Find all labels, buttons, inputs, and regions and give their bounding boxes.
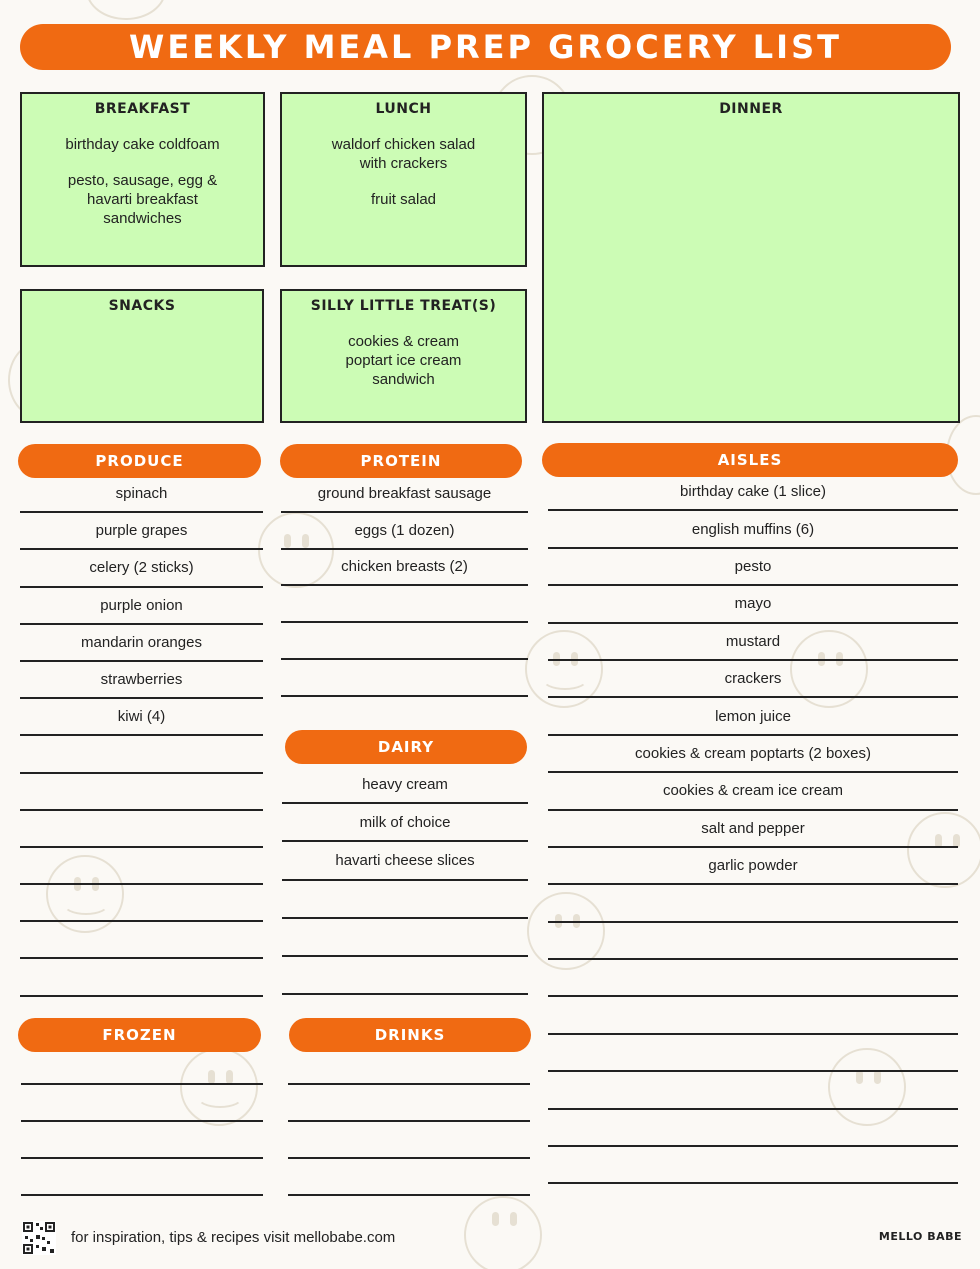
dairy-list-item: heavy cream bbox=[282, 766, 528, 804]
snacks-box bbox=[20, 289, 264, 423]
qr-code-icon bbox=[22, 1221, 56, 1255]
aisles-list-item bbox=[548, 997, 958, 1034]
aisles-list-item bbox=[548, 885, 958, 922]
breakfast-box bbox=[20, 92, 265, 267]
drinks-list-item bbox=[288, 1085, 530, 1122]
smiley-decoration bbox=[86, 0, 166, 20]
lunch-item: fruit salad bbox=[370, 191, 437, 208]
protein-list-item bbox=[281, 623, 528, 660]
lunch-title: LUNCH bbox=[375, 101, 432, 117]
drinks-list-item bbox=[288, 1122, 530, 1159]
aisles-list-item bbox=[548, 1110, 958, 1147]
snacks-title: SNACKS bbox=[108, 298, 176, 314]
produce-list bbox=[20, 476, 263, 997]
aisles-list-item: cookies & cream poptarts (2 boxes) bbox=[548, 736, 958, 773]
aisles-list-item: pesto bbox=[548, 549, 958, 586]
produce-list-item bbox=[20, 885, 263, 922]
smiley-decoration bbox=[464, 1196, 542, 1269]
protein-list-item: chicken breasts (2) bbox=[281, 550, 528, 587]
drinks-list-item bbox=[288, 1048, 530, 1085]
breakfast-title: BREAKFAST bbox=[94, 101, 191, 117]
protein-list bbox=[281, 476, 528, 697]
dairy-list-item: milk of choice bbox=[282, 804, 528, 842]
frozen-header: FROZEN bbox=[18, 1018, 261, 1052]
dinner-title: DINNER bbox=[719, 101, 783, 117]
produce-list-item: strawberries bbox=[20, 662, 263, 699]
frozen-list-item bbox=[21, 1085, 263, 1122]
dairy-list bbox=[282, 766, 528, 995]
drinks-list-item bbox=[288, 1159, 530, 1196]
frozen-list-item bbox=[21, 1122, 263, 1159]
produce-list-item: spinach bbox=[20, 476, 263, 513]
protein-header: PROTEIN bbox=[280, 444, 522, 478]
brand-logo: MELLO BABE bbox=[878, 1230, 962, 1243]
aisles-list-item bbox=[548, 923, 958, 960]
protein-list-item: eggs (1 dozen) bbox=[281, 513, 528, 550]
protein-list-item bbox=[281, 586, 528, 623]
aisles-list-item: english muffins (6) bbox=[548, 511, 958, 548]
produce-list-item: purple grapes bbox=[20, 513, 263, 550]
produce-list-item bbox=[20, 922, 263, 959]
dairy-list-item bbox=[282, 919, 528, 957]
aisles-list-item: mustard bbox=[548, 624, 958, 661]
produce-list-item bbox=[20, 848, 263, 885]
produce-list-item: mandarin oranges bbox=[20, 625, 263, 662]
lunch-item: waldorf chicken salad with crackers bbox=[331, 136, 476, 172]
aisles-list-item: salt and pepper bbox=[548, 811, 958, 848]
aisles-list-item: birthday cake (1 slice) bbox=[548, 474, 958, 511]
frozen-list-item bbox=[21, 1048, 263, 1085]
produce-header: PRODUCE bbox=[18, 444, 261, 478]
treats-title: SILLY LITTLE TREAT(S) bbox=[310, 298, 497, 314]
produce-list-item bbox=[20, 959, 263, 996]
aisles-header: AISLES bbox=[542, 443, 958, 477]
page-title: WEEKLY MEAL PREP GROCERY LIST bbox=[20, 24, 951, 70]
aisles-list-item bbox=[548, 1147, 958, 1184]
dairy-list-item bbox=[282, 957, 528, 995]
dairy-list-item: havarti cheese slices bbox=[282, 842, 528, 880]
aisles-list-item: cookies & cream ice cream bbox=[548, 773, 958, 810]
aisles-list-item: garlic powder bbox=[548, 848, 958, 885]
treats-box bbox=[280, 289, 527, 423]
aisles-list bbox=[548, 474, 958, 1184]
produce-list-item: purple onion bbox=[20, 588, 263, 625]
breakfast-item: pesto, sausage, egg & havarti breakfast sandwiches bbox=[67, 172, 218, 227]
aisles-list-item: mayo bbox=[548, 586, 958, 623]
produce-list-item bbox=[20, 774, 263, 811]
frozen-list-item bbox=[21, 1159, 263, 1196]
dairy-list-item bbox=[282, 881, 528, 919]
protein-list-item: ground breakfast sausage bbox=[281, 476, 528, 513]
produce-list-item: kiwi (4) bbox=[20, 699, 263, 736]
produce-list-item bbox=[20, 736, 263, 773]
produce-list-item bbox=[20, 811, 263, 848]
produce-list-item: celery (2 sticks) bbox=[20, 550, 263, 587]
frozen-list bbox=[21, 1048, 263, 1196]
footer-text: for inspiration, tips & recipes visit mellobabe.com bbox=[71, 1229, 396, 1246]
aisles-list-item: crackers bbox=[548, 661, 958, 698]
dinner-box bbox=[542, 92, 960, 423]
breakfast-item: birthday cake coldfoam bbox=[65, 136, 220, 153]
aisles-list-item bbox=[548, 960, 958, 997]
treats-item: cookies & cream poptart ice cream sandwich bbox=[345, 333, 462, 388]
aisles-list-item: lemon juice bbox=[548, 698, 958, 735]
drinks-list bbox=[288, 1048, 530, 1196]
drinks-header: DRINKS bbox=[289, 1018, 531, 1052]
aisles-list-item bbox=[548, 1072, 958, 1109]
aisles-list-item bbox=[548, 1035, 958, 1072]
lunch-box bbox=[280, 92, 527, 267]
protein-list-item bbox=[281, 660, 528, 697]
dairy-header: DAIRY bbox=[285, 730, 527, 764]
